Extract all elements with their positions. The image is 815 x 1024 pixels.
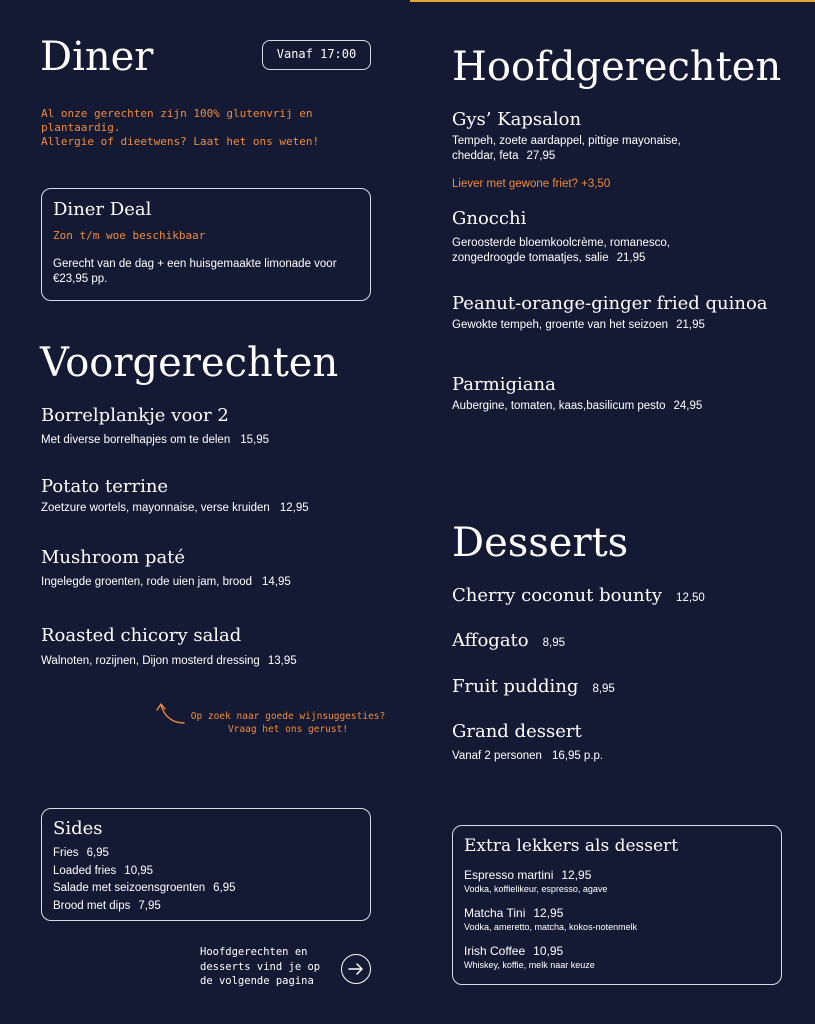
starter-name: Mushroom paté <box>41 547 186 568</box>
starter-desc <box>41 501 309 516</box>
dessert-desc-text: Vanaf 2 personen <box>452 750 542 762</box>
diet-note-line: plantaardig. <box>41 121 121 134</box>
dessert-name: Cherry coconut bounty <box>452 585 663 606</box>
main-desc-line: Gewokte tempeh, groente van het seizoen <box>452 319 669 331</box>
main-price: 27,95 <box>526 150 556 162</box>
dessert-item <box>452 676 615 698</box>
main-desc <box>452 236 670 266</box>
main-extra-option: Liever met gewone friet? +3,50 <box>452 178 611 190</box>
side-name: Salade met seizoensgroenten <box>53 882 206 894</box>
main-desc-line: Tempeh, zoete aardappel, pittige mayonaise, <box>452 135 681 147</box>
side-price: 6,95 <box>86 847 109 859</box>
deal-desc-line: Gerecht van de dag + een huisgemaakte limonade voor <box>53 258 337 270</box>
next-page-note <box>200 945 320 989</box>
section-title-mains: Hoofdgerechten <box>452 44 782 90</box>
main-desc-line: Aubergine, tomaten, kaas,basilicum pesto <box>452 400 666 412</box>
drink-desc: Vodka, ameretto, matcha, kokos-notenmelk <box>464 922 638 932</box>
starter-desc <box>41 654 297 669</box>
main-price: 21,95 <box>676 319 705 331</box>
diet-note-line: Allergie of dieetwens? Laat het ons weten! <box>41 135 320 148</box>
starter-price: 14,95 <box>262 576 291 588</box>
top-accent-line <box>410 0 815 2</box>
main-desc-line: Geroosterde bloemkoolcrème, romanesco, <box>452 237 670 249</box>
dessert-price: 8,95 <box>592 683 615 695</box>
diet-note <box>41 107 319 149</box>
starter-desc <box>41 575 291 590</box>
drink-price: 10,95 <box>533 944 564 958</box>
starter-desc <box>41 433 269 448</box>
wine-suggestion-note <box>190 711 386 736</box>
dessert-desc <box>452 749 603 764</box>
section-title-starters: Voorgerechten <box>40 340 339 386</box>
diner-deal-title: Diner Deal <box>53 199 152 220</box>
main-name: Gys’ Kapsalon <box>452 109 582 130</box>
side-item <box>53 845 236 863</box>
sides-list <box>53 845 236 915</box>
drink-item <box>464 868 607 895</box>
main-desc-line: zongedroogde tomaatjes, salie <box>452 252 609 264</box>
drink-price: 12,95 <box>533 906 564 920</box>
dessert-price: 12,50 <box>676 592 705 604</box>
arrow-right-icon <box>348 962 364 976</box>
dessert-price: 16,95 p.p. <box>551 750 604 762</box>
drink-name: Matcha Tini <box>464 906 526 920</box>
wine-note-line: Vraag het ons gerust! <box>227 723 349 735</box>
drink-desc: Vodka, koffielikeur, espresso, agave <box>464 884 608 894</box>
main-desc <box>452 399 702 414</box>
dessert-price: 8,95 <box>542 637 566 649</box>
drink-price: 12,95 <box>561 868 592 882</box>
starter-desc-text: Met diverse borrelhapjes om te delen <box>41 434 231 446</box>
dessert-item <box>452 585 705 607</box>
side-item <box>53 898 236 916</box>
main-name: Gnocchi <box>452 208 527 229</box>
time-badge: Vanaf 17:00 <box>262 40 371 70</box>
next-page-line: Hoofdgerechten en <box>200 946 308 958</box>
extra-dessert-title: Extra lekkers als dessert <box>464 836 679 856</box>
drink-name: Espresso martini <box>464 868 554 882</box>
side-item <box>53 880 236 898</box>
main-price: 24,95 <box>673 400 703 412</box>
starter-name: Potato terrine <box>41 476 169 497</box>
curved-arrow-icon <box>154 700 188 728</box>
starter-name: Borrelplankje voor 2 <box>41 405 229 426</box>
page-title: Diner <box>40 34 154 80</box>
dessert-name: Fruit pudding <box>452 676 579 697</box>
drink-item <box>464 944 595 971</box>
main-name: Peanut-orange-ginger fried quinoa <box>452 293 768 314</box>
dessert-item <box>452 630 565 652</box>
starter-desc-text: Ingelegde groenten, rode uien jam, brood <box>41 576 252 588</box>
side-name: Brood met dips <box>53 899 131 912</box>
starter-desc-text: Zoetzure wortels, mayonnaise, verse kruiden <box>41 502 270 514</box>
starter-desc-text: Walnoten, rozijnen, Dijon mosterd dressing <box>41 655 260 667</box>
diner-deal-availability: Zon t/m woe beschikbaar <box>53 229 206 242</box>
side-price: 6,95 <box>213 882 236 894</box>
deal-desc-line: €23,95 pp. <box>53 273 108 285</box>
dessert-name: Grand dessert <box>452 721 582 742</box>
starter-price: 13,95 <box>267 655 297 667</box>
main-price: 21,95 <box>616 252 646 264</box>
diet-note-line: Al onze gerechten zijn 100% glutenvrij en <box>41 107 313 120</box>
main-desc-line: cheddar, feta <box>452 150 519 162</box>
next-page-line: desserts vind je op <box>200 960 321 973</box>
main-desc <box>452 134 681 164</box>
starter-price: 12,95 <box>279 502 309 514</box>
next-page-line: de volgende pagina <box>200 975 314 987</box>
main-name: Parmigiana <box>452 374 556 395</box>
main-desc <box>452 318 705 333</box>
next-page-button[interactable] <box>341 954 371 984</box>
section-title-desserts: Desserts <box>452 520 629 566</box>
side-price: 10,95 <box>124 864 154 877</box>
drink-item <box>464 906 637 933</box>
side-item <box>53 863 236 881</box>
side-name: Loaded fries <box>53 864 117 877</box>
side-price: 7,95 <box>138 899 161 912</box>
starter-name: Roasted chicory salad <box>41 625 242 646</box>
sides-title: Sides <box>53 818 103 839</box>
drink-name: Irish Coffee <box>464 944 526 958</box>
starter-price: 15,95 <box>240 434 269 446</box>
wine-note-line: Op zoek naar goede wijnsuggesties? <box>190 711 386 722</box>
diner-deal-description <box>53 257 337 287</box>
side-name: Fries <box>53 847 79 859</box>
drink-desc: Whiskey, koffie, melk naar keuze <box>464 960 595 970</box>
dessert-name: Affogato <box>452 630 529 651</box>
